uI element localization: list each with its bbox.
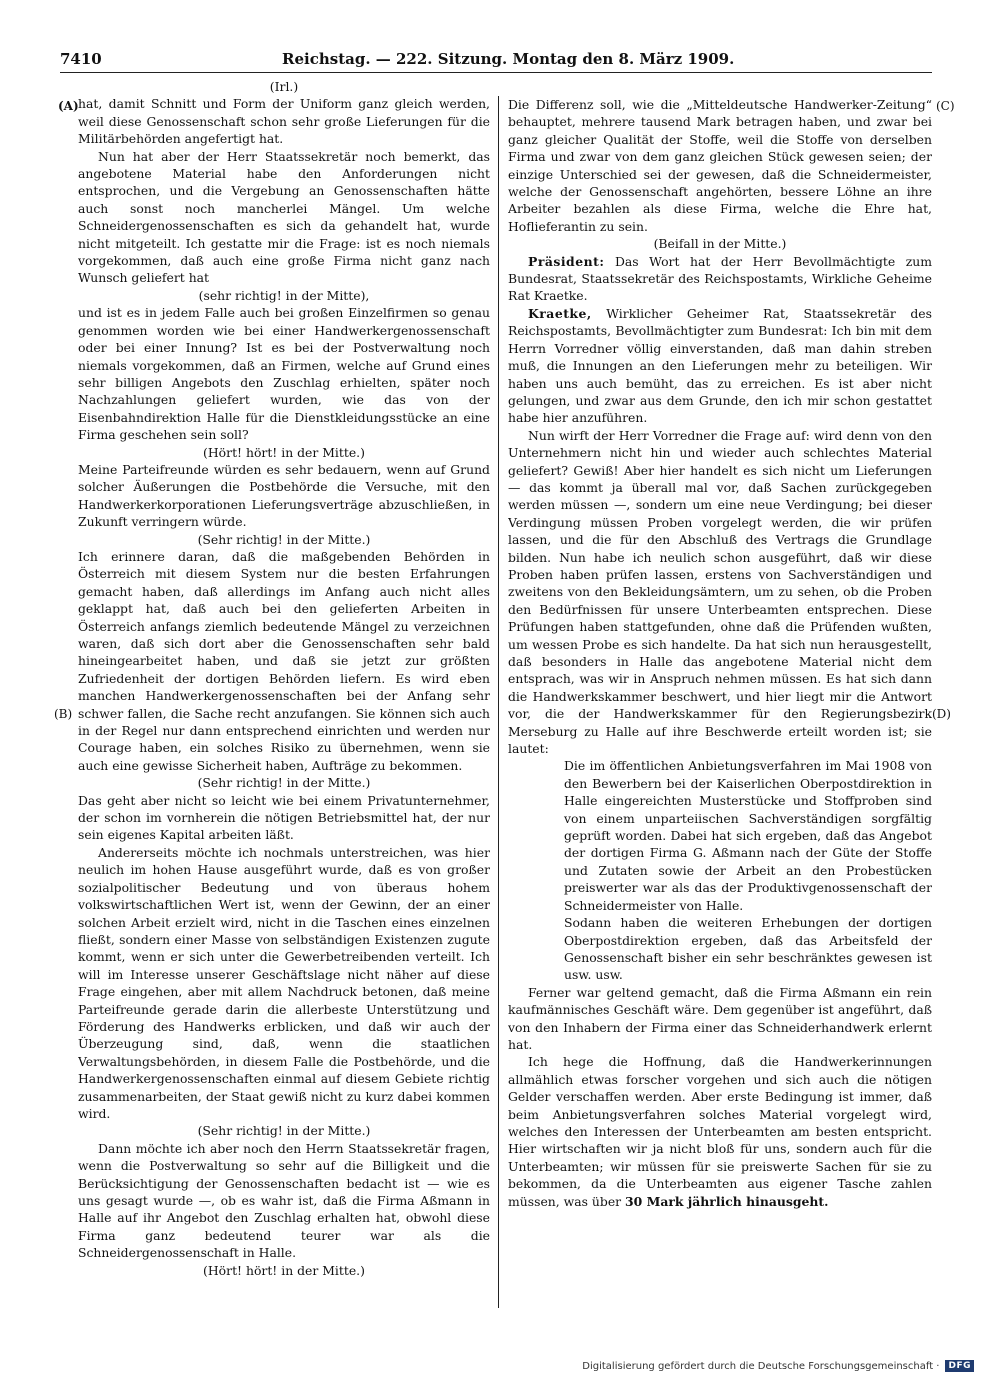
margin-marker-a: (A) xyxy=(58,99,79,113)
page-number: 7410 xyxy=(60,50,102,68)
paragraph: Nun wirft der Herr Vorredner die Frage auf: wird denn von den Unternehmern nicht hin und wieder auch schlechtes Material geliefert? Gewiß! Aber hier handelt es sich nicht um Lieferungen — das kommt ja überall mal vor, daß Sachen zurückgegeben werden müssen —, sondern um eine neue Verdingung; bei dieser Verdingung müssen Proben vorgelegt werden, die wir prüfen lassen, und die für den Abschluß des Vertrags die Grundlage bilden. Nun habe ich neulich schon ausgeführt, daß wir diese Proben haben prüfen lassen, erstens von Sachverständigen und zweitens von den Bekleidungsämtern, um zu sehen, ob die Proben den Bedürfnissen für unsere Unterbeamten entsprechen. Diese Prüfungen haben stattgefunden, ohne daß die Prüfenden wußten, um wessen Probe es sich handelte. Da hat sich nun herausgestellt, daß besonders in Halle das angebotene Material nicht dem entsprach, was wir in Anspruch nehmen müssen. Es hat sich dann die Handwerkskammer beschwert, und hier liegt mir die Antwort vor, die der Handwerkskammer für den Regierungsbezirk Merseburg zu Halle auf ihre Beschwerde erteilt worden ist; sie lautet: xyxy=(508,427,932,757)
speech-text: Das Wort hat der Herr Bevollmächtigte zum Bundesrat, Staatssekretär des Reichspostamts, Wirkliche Geheime Rat Kraetke. xyxy=(508,253,932,304)
paragraph-text: Ich hege die Hoffnung, daß die Handwerkerinnungen allmählich etwas forscher vorgehen und sich auch die nötigen Gelder verschaffen werden. Aber erste Bedingung ist immer, daß beim Anbietungsverfahren solches Material vorgelegt wird, welches den Interessen der Unterbeamten am besten entspricht. Hier wirtschaften wir ja nicht bloß für uns, sondern auch für die Unterbeamten; wir müssen für sie preiswerte Sachen für sie zu bekommen, da die Unterbeamten aus eigener Tasche zahlen müssen, was über xyxy=(508,1054,932,1209)
interjection: (Sehr richtig! in der Mitte.) xyxy=(197,531,371,547)
paragraph: Das geht aber nicht so leicht wie bei einem Privatunternehmer, der schon im vornherein die nötigen Betriebsmittel hat, der nur sein eigenes Kapital arbeiten läßt. xyxy=(78,792,490,843)
speaker-name: Präsident: xyxy=(528,253,605,269)
footer xyxy=(582,1360,974,1372)
speaker-name: Kraetke, xyxy=(528,305,592,321)
block-quote: Die im öffentlichen Anbietungsverfahren im Mai 1908 von den Bewerbern bei der Kaiserlichen Oberpostdirektion in Halle eingereichten Musterstücke und Stoffproben sind von einem unparteiischen Sachverständigen sorgfältig geprüft worden. Dabei hat sich ergeben, daß das Angebot der dortigen Firma G. Aßmann nach der Güte der Stoffe und Zutaten sowie der Arbeit an den Probestücken preiswerter war als das der Produktivgenossenschaft der Schneidermeister von Halle. xyxy=(564,758,932,913)
block-quote: Sodann haben die weiteren Erhebungen der dortigen Oberpostdirektion ergeben, daß das Arbeitsfeld der Genossenschaft bisher ein sehr beschränktes gewesen ist usw. usw. xyxy=(564,915,932,983)
dfg-logo-icon: DFG xyxy=(945,1360,974,1372)
paragraph: und ist es in jedem Falle auch bei großen Einzelfirmen so genau genommen worden wie bei einer Handwerkergenossenschaft oder bei einer Innung? Ist es bei der Postverwaltung noch niemals vorgekommen, daß an Firmen, welche auf Grund eines sehr billigen Angebots den Zuschlag erhielten, später noch Nachzahlungen geliefert wurden, wie das von der Eisenbahndirektion Halle für die Dienstkleidungsstücke an eine Firma geschehen sein soll? xyxy=(78,305,490,443)
page-header xyxy=(60,50,932,72)
interjection: (Beifall in der Mitte.) xyxy=(653,236,787,252)
left-column xyxy=(78,78,490,1318)
speech-text: Wirklicher Geheimer Rat, Staatssekretär des Reichspostamts, Bevollmächtigter zum Bundesrat: Ich bin mit dem Herrn Vorredner völlig einverstanden, daß man dahin streben muß, die Innungen an den Lieferungen mehr zu beteiligen. Wir haben uns auch bemüht, das zu erreichen. Es ist aber nicht gelungen, und zwar aus dem Grunde, den ich mir schon gestattet habe hier anzuführen. xyxy=(508,305,932,426)
speaker-tag: (Irl.) xyxy=(269,79,299,94)
interjection: (Sehr richtig! in der Mitte.) xyxy=(197,775,371,791)
interjection: (Sehr richtig! in der Mitte.) xyxy=(197,1123,371,1139)
interjection: (Hört! hört! in der Mitte.) xyxy=(203,444,365,460)
paragraph: Dann möchte ich aber noch den Herrn Staatssekretär fragen, wenn die Postverwaltung so sehr auf die Billigkeit und die Berücksichtigung der Genossenschaften bedacht ist — wie es uns gesagt wurde —, ob es wahr ist, daß die Firma Aßmann in Halle auf ihr Angebot den Zuschlag erhalten hat, obwohl diese Firma ganz bedeutend teurer war als die Schneidergenossenschaft in Halle. xyxy=(78,1140,490,1261)
interjection: (Hört! hört! in der Mitte.) xyxy=(203,1262,365,1278)
paragraph: Nun hat aber der Herr Staatssekretär noch bemerkt, das angebotene Material habe den Anforderungen nicht entsprochen, und die Vergebung an Genossenschaften hätte auch sonst noch mancherlei Mängel. Um welche Schneidergenossenschaften es sich da gehandelt hat, wurde nicht mitgeteilt. Ich gestatte mir die Frage: ist es noch niemals vorgekommen, daß auch eine große Firma nicht ganz nach Wunsch geliefert hat xyxy=(78,148,490,286)
paragraph: Die Differenz soll, wie die „Mitteldeutsche Handwerker-Zeitung“ behauptet, mehrere tausend Mark betragen haben, und zwar bei ganz gleicher Qualität der Stoffe, weil die Stoffe von derselben Firma und zwar von dem ganz gleichen Stück gewesen seien; der einzige Unterschied sei der gewesen, daß die Schneidermeister, welche der Genossenschaft angehörten, bessere Löhne an ihre Arbeiter bezahlen als diese Firma, welche die Ehre hat, Hoflieferantin zu sein. xyxy=(508,97,932,234)
right-column xyxy=(508,96,932,1336)
paragraph-text-bold: 30 Mark jährlich hinausgeht. xyxy=(625,1193,829,1209)
interjection: (sehr richtig! in der Mitte), xyxy=(198,287,370,303)
paragraph: hat, damit Schnitt und Form der Uniform ganz gleich werden, weil diese Genossenschaft schon sehr große Lieferungen für die Militärbehörden angefertigt hat. xyxy=(78,96,490,147)
paragraph: Andererseits möchte ich nochmals unterstreichen, was hier neulich im hohen Hause ausgeführt wurde, daß es von großer sozialpolitischer Bedeutung und von überaus hohem volkswirtschaftlichen Wert ist, wenn der Gewinn, der an einer solchen Arbeit erzielt wird, nicht in die Taschen eines einzelnen fließt, sondern einer Masse von selbständigen Existenzen zugute kommt, wenn er sich unter die Gewerbetreibenden verteilt. Ich will im Interesse unserer Geschäftslage nicht näher auf diese Frage eingehen, aber mit allem Nachdruck betonen, daß meine Parteifreunde gerade darin die allerbeste Unterstützung und Förderung des Handwerks erblicken, und daß wir auch der Überzeugung sind, daß, wenn die staatlichen Verwaltungsbehörden, in diesem Falle die Postbehörde, und die Handwerkergenossenschaften einmal auf diesem Gebiete richtig zusammenarbeiten, der Staat gewiß nicht zu kurz dabei kommen wird. xyxy=(78,844,490,1121)
margin-marker-c: (C) xyxy=(936,99,955,113)
header-rule xyxy=(60,72,932,73)
paragraph: Meine Parteifreunde würden es sehr bedauern, wenn auf Grund solcher Äußerungen die Postbehörde die Versuche, mit den Handwerkerkorporationen Lieferungsverträge abzuschließen, in Zukunft verringern würde. xyxy=(78,461,490,530)
column-divider xyxy=(498,96,499,1308)
paragraph: Ferner war geltend gemacht, daß die Firma Aßmann ein rein kaufmännisches Geschäft wäre. Dem gegenüber ist angeführt, daß von den Inhabern der Firma einer das Schneiderhandwerk erlernt hat. xyxy=(508,984,932,1052)
paragraph: Ich erinnere daran, daß die maßgebenden Behörden in Österreich mit diesem System nur die besten Erfahrungen gemacht haben, daß allerdings im Anfang auch nicht alles geklappt hat, daß auch bei den gelieferten Arbeiten in Österreich anfangs ziemlich bedeutende Mängel zu verzeichnen waren, daß sich dort aber die Genossenschaften sehr bald hineingearbeitet haben, und daß sie jetzt zur größten Zufriedenheit der dortigen Behörden liefern. Es wird eben manchen Handwerkergenossenschaften bei der Anfang sehr schwer fallen, die Sache recht anzufangen. Sie können sich auch in der Regel nur dann entsprechend einrichten und werden nur Courage haben, ein solches Risiko zu übernehmen, wenn sie auch eine gewisse Sicherheit haben, Aufträge zu bekommen. xyxy=(78,548,490,773)
margin-marker-b: (B) xyxy=(54,707,73,721)
speech-intro xyxy=(508,305,932,427)
running-title: Reichstag. — 222. Sitzung. Montag den 8. März 1909. xyxy=(282,50,735,68)
margin-marker-d: (D) xyxy=(932,707,951,721)
paragraph xyxy=(508,1053,932,1210)
speech-intro xyxy=(508,253,932,305)
footer-text: Digitalisierung gefördert durch die Deutsche Forschungsgemeinschaft · xyxy=(582,1360,940,1372)
